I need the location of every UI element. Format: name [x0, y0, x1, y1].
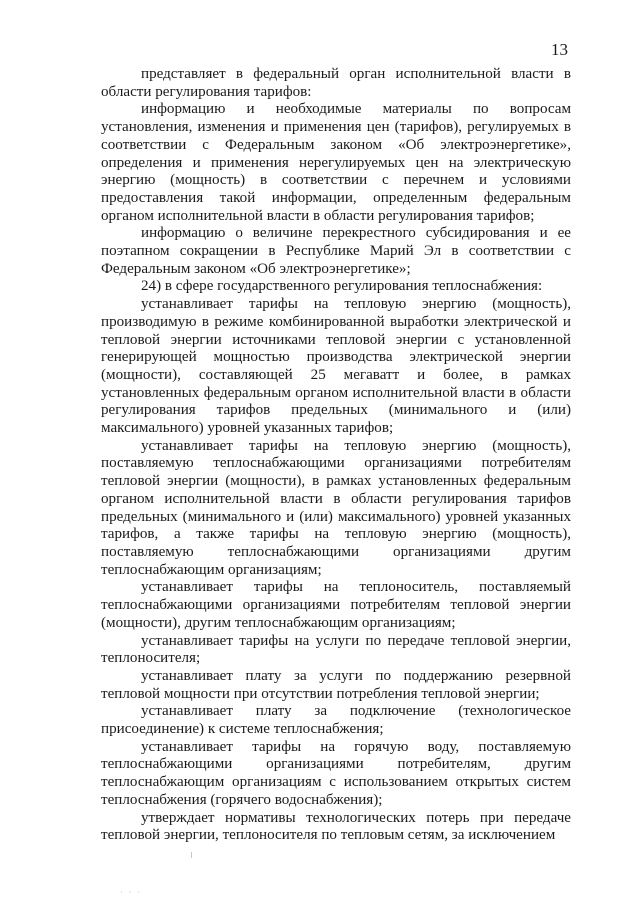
- paragraph: устанавливает тарифы на теплоноситель, поставляемый теплоснабжающими организациями потребителям тепловой энергии (мощности), другим теплоснабжающим организациям;: [101, 579, 571, 631]
- paragraph: информацию и необходимые материалы по вопросам установления, изменения и применения цен (тарифов), регулируемых в соответствии с Федеральным законом «Об электроэнергетике», определения и применения нерегулируемых цен на электрическую энергию (мощность) в соответствии с перечнем и условиями предоставления такой информации, определенным федеральным органом исполнительной власти в области регулирования тарифов;: [101, 101, 571, 224]
- paragraph: устанавливает тарифы на услуги по передаче тепловой энергии, теплоносителя;: [101, 632, 571, 667]
- paragraph: устанавливает тарифы на тепловую энергию (мощность), производимую в режиме комбинированной выработки электрической и тепловой энергии источниками тепловой энергии с установленной генерирующей мощностью производства электрической энергии (мощности), составляющей 25 мегаватт и более, в рамках установленных федеральным органом исполнительной власти в области регулирования тарифов предельных (минимального и (или) максимального) уровней указанных тарифов;: [101, 296, 571, 437]
- scan-artifact: [191, 852, 192, 858]
- body-text: [101, 66, 571, 845]
- page-number: 13: [551, 40, 568, 59]
- paragraph: утверждает нормативы технологических потерь при передаче тепловой энергии, теплоносителя по тепловым сетям, за исключением: [101, 809, 571, 844]
- paragraph: информацию о величине перекрестного субсидирования и ее поэтапном сокращении в Республике Марий Эл в соответствии с Федеральным законом «Об электроэнергетике»;: [101, 225, 571, 277]
- scan-artifact: · · ·: [120, 888, 142, 897]
- paragraph: представляет в федеральный орган исполнительной власти в области регулирования тарифов:: [101, 66, 571, 100]
- paragraph: устанавливает плату за подключение (технологическое присоединение) к системе теплоснабжения;: [101, 703, 571, 738]
- section-heading: 24) в сфере государственного регулирования теплоснабжения:: [141, 278, 543, 295]
- paragraph: устанавливает тарифы на горячую воду, поставляемую теплоснабжающими организациями потребителям, другим теплоснабжающим организациям с использованием открытых систем теплоснабжения (горячего водоснабжения);: [101, 738, 571, 808]
- paragraph: устанавливает плату за услуги по поддержанию резервной тепловой мощности при отсутствии потребления тепловой энергии;: [101, 667, 571, 702]
- paragraph: устанавливает тарифы на тепловую энергию (мощность), поставляемую теплоснабжающими организациями потребителям тепловой энергии (мощности), в рамках установленных федеральным органом исполнительной власти в области регулирования тарифов предельных (минимального и (или) максимального) уровней указанных тарифов, а также тарифы на тепловую энергию (мощность), поставляемую теплоснабжающими организациями другим теплоснабжающим организациям;: [101, 437, 571, 578]
